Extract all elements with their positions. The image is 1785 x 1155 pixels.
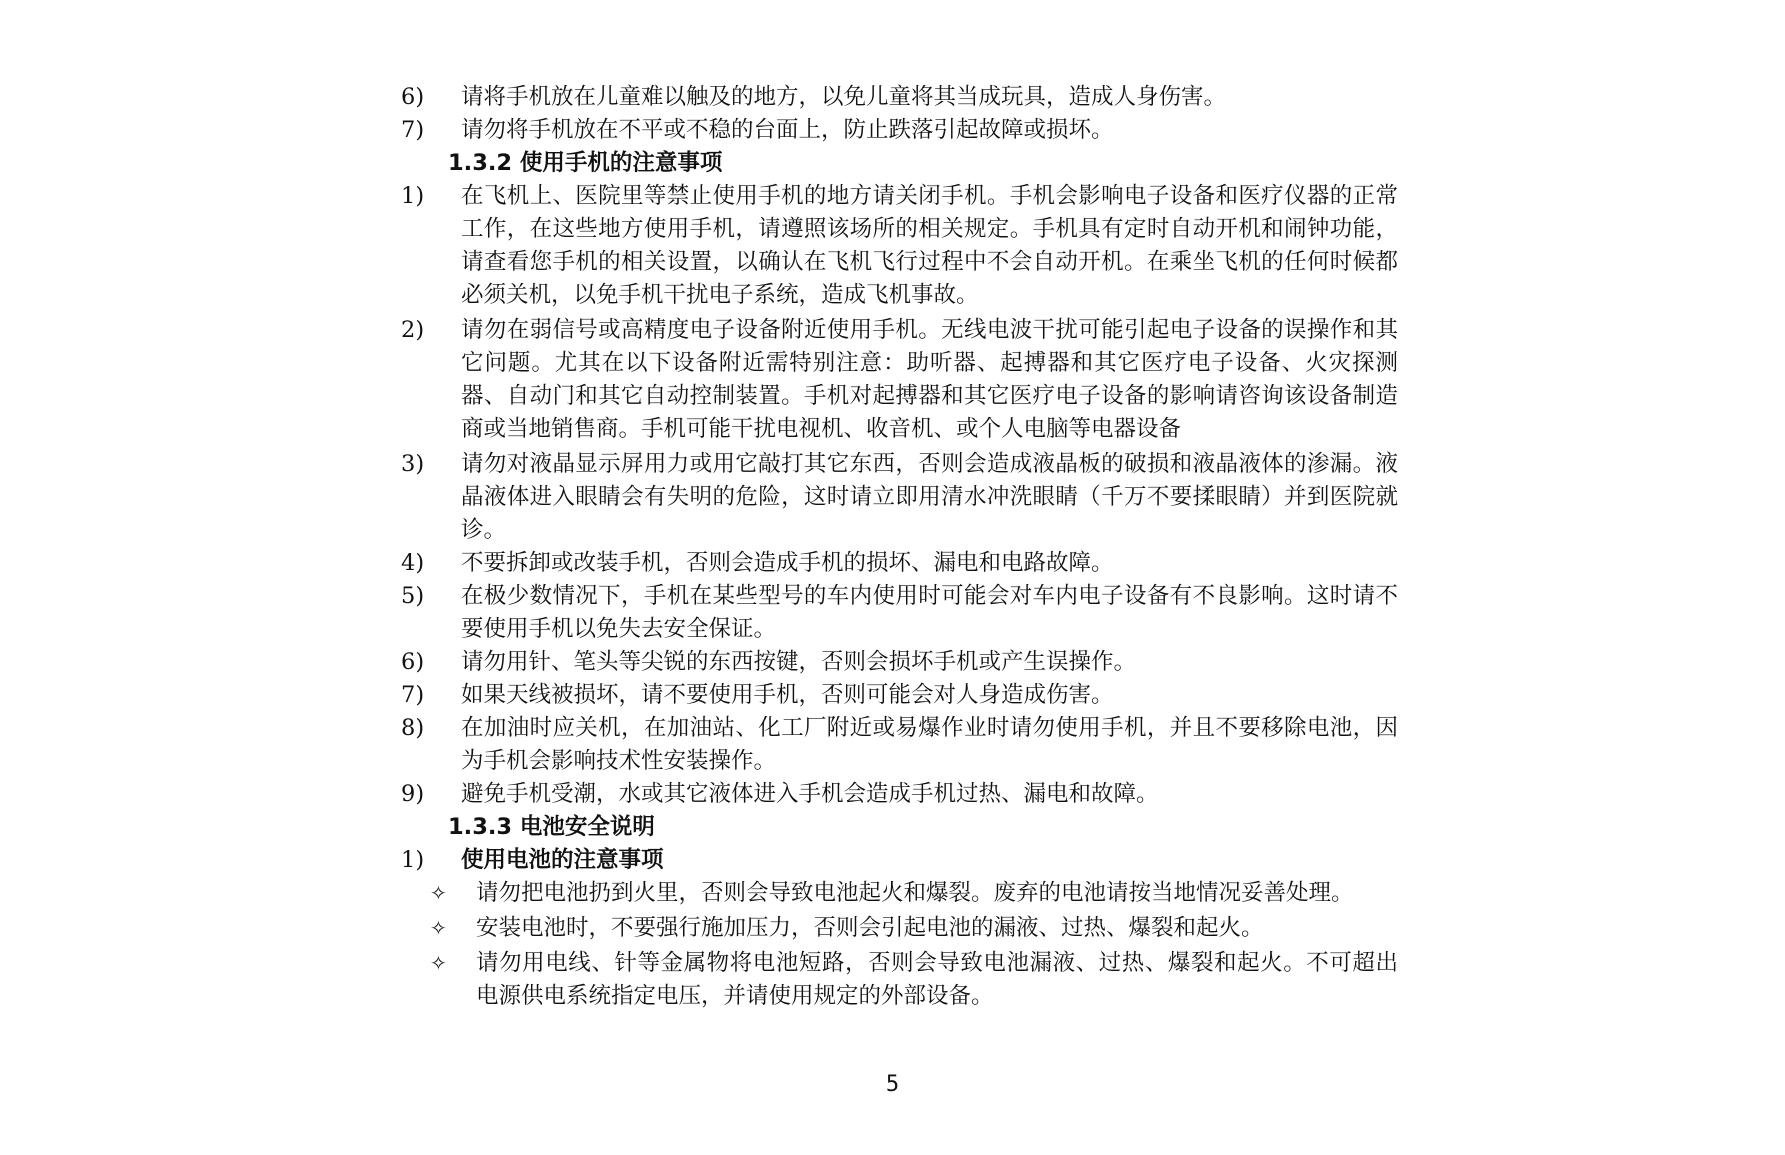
item-number: 8) xyxy=(401,715,425,741)
page-number: 5 xyxy=(885,1072,900,1097)
sparkle-bullet-icon: ✧ xyxy=(430,951,447,975)
item-text: 请勿在弱信号或高精度电子设备附近使用手机。无线电波干扰可能引起电子设备的误操作和其它问题。尤其在以下设备附近需特别注意：助听器、起搏器和其它医疗电子设备、火灾探测器、自动门和其它自动控制装置。手机对起搏器和其它医疗电子设备的影响请咨询该设备制造商或当地销售商。手机可能干扰电视机、收音机、或个人电脑等电器设备 xyxy=(461,317,1398,442)
item-text: 在加油时应关机，在加油站、化工厂附近或易爆作业时请勿使用手机，并且不要移除电池，因为手机会影响技术性安装操作。 xyxy=(461,715,1398,774)
list-item xyxy=(398,580,1398,646)
subsection-title: 使用电池的注意事项 xyxy=(461,847,664,873)
page-content xyxy=(398,81,1398,1013)
list-item xyxy=(398,114,1398,147)
item-text: 不要拆卸或改装手机，否则会造成手机的损坏、漏电和电路故障。 xyxy=(461,550,1114,576)
sparkle-bullet-icon: ✧ xyxy=(430,881,447,905)
subsection-heading xyxy=(398,844,1398,877)
section-heading-1-3-2: 1.3.2 使用手机的注意事项 xyxy=(448,150,723,176)
item-text: 如果天线被损坏，请不要使用手机，否则可能会对人身造成伤害。 xyxy=(461,682,1114,708)
item-text: 请勿对液晶显示屏用力或用它敲打其它东西，否则会造成液晶板的破损和液晶液体的渗漏。液晶液体进入眼睛会有失明的危险，这时请立即用清水冲洗眼睛（千万不要揉眼睛）并到医院就诊。 xyxy=(461,451,1398,543)
item-number: 7) xyxy=(401,117,425,143)
list-item xyxy=(398,778,1398,811)
item-number: 4) xyxy=(401,550,425,576)
item-text: 请勿用针、笔头等尖锐的东西按键，否则会损坏手机或产生误操作。 xyxy=(461,649,1137,675)
bullet-text: 安装电池时，不要强行施加压力，否则会引起电池的漏液、过热、爆裂和起火。 xyxy=(476,915,1264,941)
list-item xyxy=(398,679,1398,712)
bullet-item xyxy=(398,947,1398,1013)
list-item xyxy=(398,646,1398,679)
item-text: 在极少数情况下，手机在某些型号的车内使用时可能会对车内电子设备有不良影响。这时请不要使用手机以免失去安全保证。 xyxy=(461,583,1398,642)
bullet-text: 请勿用电线、针等金属物将电池短路，否则会导致电池漏液、过热、爆裂和起火。不可超出电源供电系统指定电压，并请使用规定的外部设备。 xyxy=(476,950,1398,1009)
item-number: 1) xyxy=(401,183,425,209)
list-item xyxy=(398,448,1398,547)
item-number: 5) xyxy=(401,583,425,609)
item-number: 9) xyxy=(401,781,425,807)
section-heading-1-3-3: 1.3.3 电池安全说明 xyxy=(448,814,655,840)
item-number: 6) xyxy=(401,84,425,110)
item-number: 7) xyxy=(401,682,425,708)
list-item xyxy=(398,712,1398,778)
list-item xyxy=(398,547,1398,580)
item-number: 2) xyxy=(401,317,425,343)
bullet-text: 请勿把电池扔到火里，否则会导致电池起火和爆裂。废弃的电池请按当地情况妥善处理。 xyxy=(476,880,1354,906)
item-text: 请勿将手机放在不平或不稳的台面上，防止跌落引起故障或损坏。 xyxy=(461,117,1114,143)
list-item xyxy=(398,81,1398,114)
item-number: 6) xyxy=(401,649,425,675)
item-text: 请将手机放在儿童难以触及的地方，以免儿童将其当成玩具，造成人身伤害。 xyxy=(461,84,1227,110)
item-text: 避免手机受潮，水或其它液体进入手机会造成手机过热、漏电和故障。 xyxy=(461,781,1159,807)
bullet-item xyxy=(398,912,1398,945)
item-text: 在飞机上、医院里等禁止使用手机的地方请关闭手机。手机会影响电子设备和医疗仪器的正常工作，在这些地方使用手机，请遵照该场所的相关规定。手机具有定时自动开机和闹钟功能，请查看您手机的相关设置，以确认在飞机飞行过程中不会自动开机。在乘坐飞机的任何时候都必须关机，以免手机干扰电子系统，造成飞机事故。 xyxy=(461,183,1398,308)
list-item xyxy=(398,180,1398,312)
list-item xyxy=(398,314,1398,446)
subsection-number: 1) xyxy=(401,847,425,873)
bullet-item xyxy=(398,877,1398,910)
sparkle-bullet-icon: ✧ xyxy=(430,916,447,940)
item-number: 3) xyxy=(401,451,425,477)
